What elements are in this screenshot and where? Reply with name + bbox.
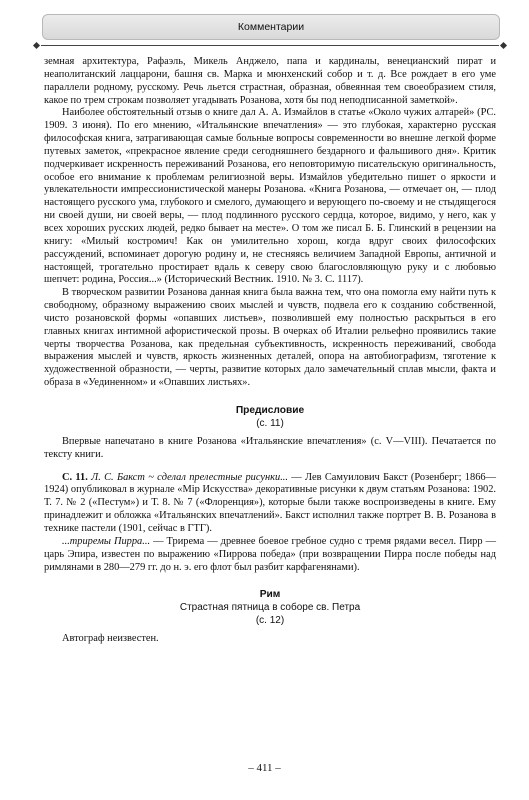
section-heading-preface: Предисловие [235,404,305,416]
note-citation: Л. С. Бакст ~ сделал прелестные рисунки... [91,471,288,483]
ornament-diamond-icon [500,41,507,48]
ornament-line [41,45,499,46]
page-number: – 411 – [248,762,281,774]
ornament-diamond-icon [33,41,40,48]
running-header [42,14,500,40]
note-bakst [44,472,496,536]
paragraph-izmailov-review: Наиболее обстоятельный отзыв о книге дал А. А. Измайлов в статье «Около чужих алтарей» (РС. 1909. 3 июня). По его мнению, «Итальянские впечатления» — это глубокая, характерно русская философская книга, затрагивающая самые больные вопросы современности во внешне легкой форме путевых заметок, «прекрасное явление среди сегодняшнего бездарного и фальшивого дня». Критик подчеркивает искренность переживаний Розанова, его неповторимую писательскую оригинальность, особое его внимание к проблемам религиозной веры. Измайлов убедительно пишет о яркости и увлекательности импрессионистической манеры Розанова. «Книга Розанова, — отмечает он, — плод настоящего русского ума, глубокого и смелого, думающего и верующего по-своему и не стыдящегося ни своей души, ни своей веры, — плод подлинного русского сердца, которое, видимо, у него, как у всех хороших русских людей, редко бывает на месте». О том же писал Б. Б. Глинский в рецензии на книгу: «Милый костромич! Как он умилительно хорош, когда вдруг своих философских рассуждений, вспоминает дорогую родину и, не стесняясь величием Западной Европы, античной и настоящей, трогательно простирает вдаль к северу свою благословляющую руку и с любовью шепчет: родина, Россия...» (Исторический Вестник. 1910. № 3. С. 1117). [44,107,496,286]
note-text: — Трирема — древнее боевое гребное судно с тремя рядами весел. Пирр — царь Эпира, известен по выражению «Пиррова победа» (при возвращении Пирра после победы над римлянами в 280—279 гг. до н. э. его флот был разбит карфагенянами). [44,535,496,573]
note-page-lead: С. 11. [62,471,88,483]
section-page-ref-preface: (с. 11) [256,417,284,429]
section-page-ref-rim: (с. 12) [255,615,285,627]
note-trireme [44,536,496,575]
paragraph-creative-development: В творческом развитии Розанова данная книга была важна тем, что она помогла ему найти путь к свободному, образному выражению своих мыслей и чувств, подвела его к созданию собственной, чисто розановской формы «опавших листьев», позволившей ему полностью раскрыться в его главных книгах интимной афористической прозы. В очерках об Италии рельефно проявились такие черты творчества Розанова, как предельная субъективность, искренность переживаний, свобода выражения мыслей и чувств, яркость жизненных деталей, опора на автобиографизм, тяготение к художественной образности, — черты, развитие которых дало замечательный сплав мысли, факта и образа в «Уединенном» и «Опавших листьях». [44,287,496,389]
running-header-title: Комментарии [237,21,305,33]
note-citation: ...триремы Пирра... [62,535,151,547]
note-text: — Лев Самуилович Бакст (Розенберг; 1866—1924) опубликовал в журнале «Мiр Искусства» декоративные рисунки к двум статьям Розанова: 1902. Т. 7. № 2 («Пестум») и Т. 8. № 7 («Флоренция»), которые были также воспроизведены в книге. Ему принадлежит и обложка «Итальянских впечатлений». Бакст исполнил также портрет В. В. Розанова в технике пастели (1901, сейчас в ГТГ). [44,471,496,534]
paragraph-continuation: земная архитектура, Рафаэль, Микель Анджело, папа и кардиналы, венецианский пират и неаполитанский лаццарони, башня св. Марка и мюнхенский собор и т. д. Все рождает в его уме параллели родному, русскому. Речь льется страстная, образная, обвеянная тем своеобразием стиля, какое по трем строкам позволяет угадывать Розанова, хотя бы под неподписанной заметкой». [44,56,496,106]
section-subtitle-rim: Страстная пятница в соборе св. Петра [179,602,361,614]
page-body [44,56,496,646]
section-heading-rim: Рим [259,589,281,601]
header-ornament-rule [34,40,506,50]
preface-note: Впервые напечатано в книге Розанова «Итальянские впечатления» (с. V—VIII). Печатается по тексту книги. [44,435,496,460]
rim-note: Автограф неизвестен. [62,633,159,645]
